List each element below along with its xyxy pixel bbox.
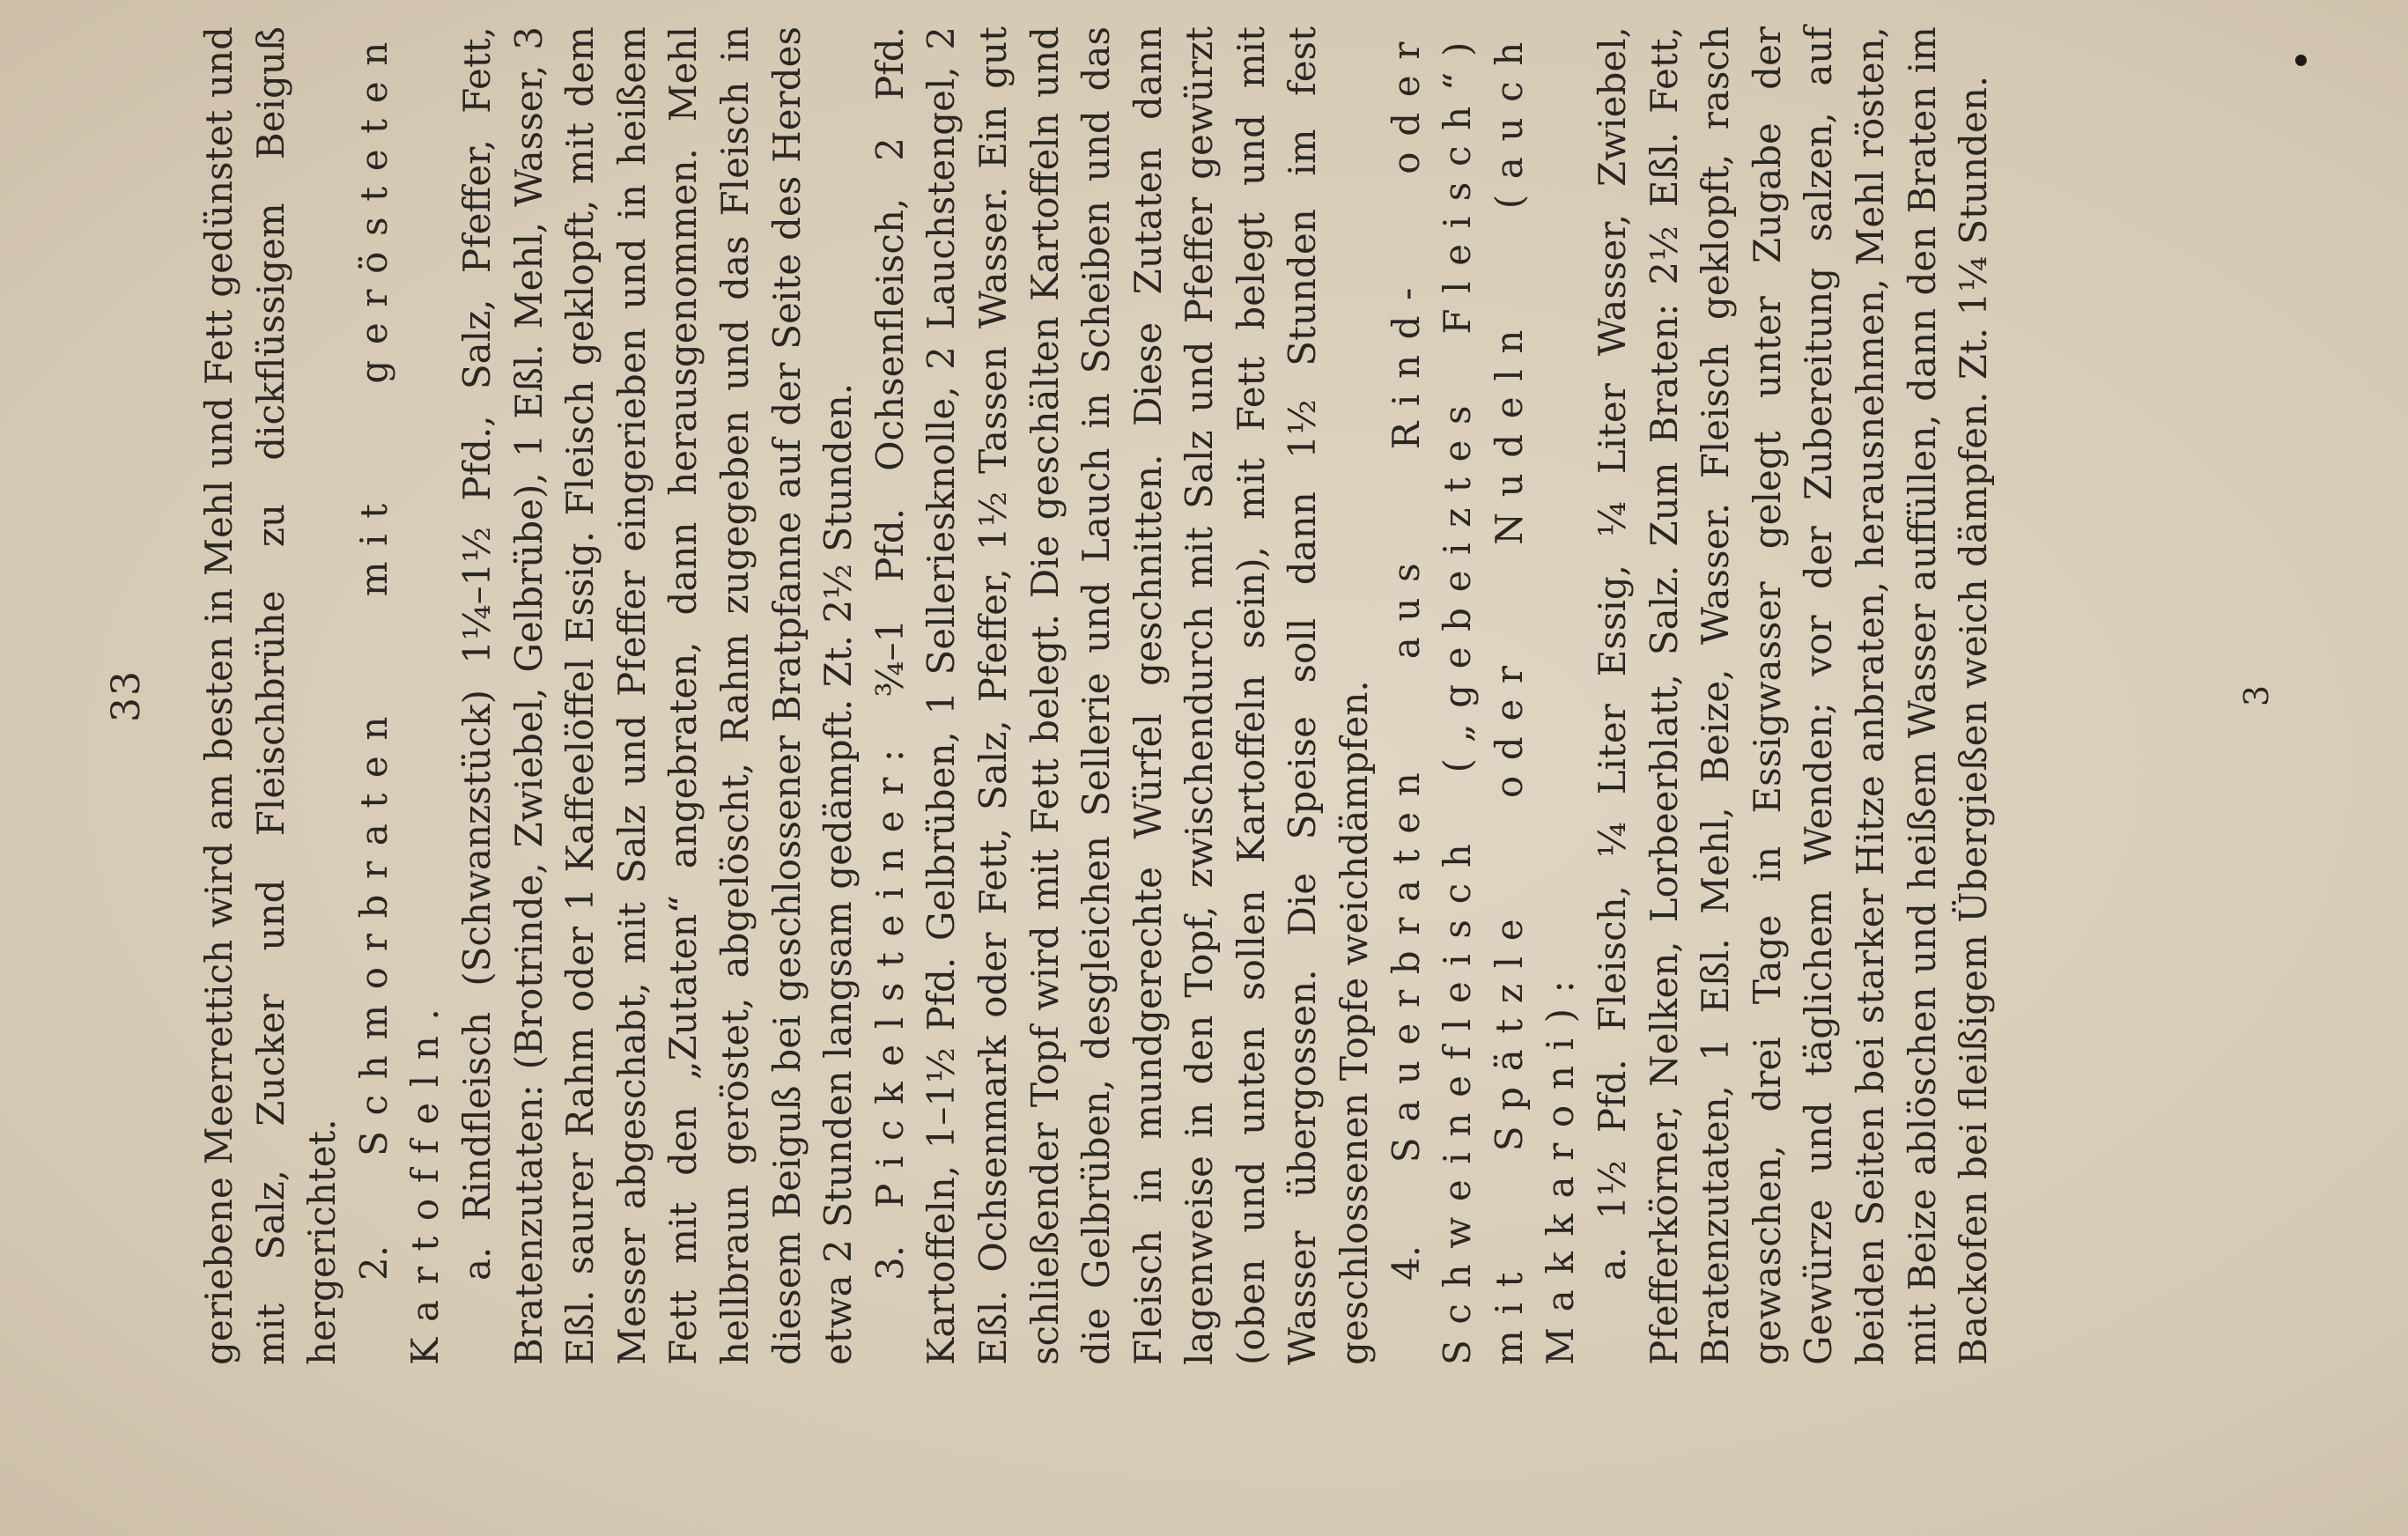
signature-mark: 3: [2237, 684, 2276, 707]
recipe-2-number: 2.: [351, 1244, 395, 1281]
recipe-4-a-text: 1½ Pfd. Fleisch, ¼ Liter Essig, ¼ Liter Wasser, Zwiebel, Pfefferkörner, Nelken, Lorbeerblatt, Salz. Zum Braten: 2½ Eßl. Fett, Bratenzutaten, 1 Eßl. Mehl, Beize, Wasser. Fleisch geklopft, rasch gewaschen, drei Tage in Essigwasser gelegt unter Zugabe der Gewürze und täglichem Wenden; vor der Zubereitung salzen, auf beiden Seiten bei starker Hitze anbraten, herausnehmen, Mehl rösten, mit Beize ablöschen und heißem Wasser auffüllen, dann den Braten im Backofen bei fleißigem Übergießen weich dämpfen. Zt. 1¼ Stunden.: [1591, 26, 1996, 1365]
recipe-2-heading: [349, 26, 452, 1365]
recipe-3-text: ¾–1 Pfd. Ochsenfleisch, 2 Pfd. Kartoffeln, 1–1½ Pfd. Gelbrüben, 1 Selleriesknolle, 2 Lauchstengel, 2 Eßl. Ochsenmark oder Fett, Salz, Pfeffer, 1½ Tassen Wasser. Ein gut schließender Topf wird mit Fett belegt. Die geschälten Kartoffeln und die Gelbrüben, desgleichen Sellerie und Lauch in Scheiben und das Fleisch in mundgerechte Würfel geschnitten. Diese Zutaten dann lagenweise in den Topf, zwischendurch mit Salz und Pfeffer gewürzt (oben und unten sollen Kartoffeln sein), mit Fett belegt und mit Wasser übergossen. Die Speise soll dann 1½ Stunden im fest geschlossenen Topfe weichdämpfen.: [868, 26, 1377, 1365]
page-number: 33: [104, 669, 149, 722]
recipe-3-number: 3.: [868, 1244, 912, 1281]
intro-text: geriebene Meerrettich wird am besten in Mehl und Fett gedünstet und mit Salz, Zucker und Fleischbrühe zu dickflüssigem Beiguß hergerichtet.: [197, 26, 344, 1365]
recipe-2-paragraph: [452, 26, 865, 1365]
recipe-3-title: Pickelsteiner:: [868, 734, 912, 1208]
intro-paragraph: [194, 26, 349, 1365]
recipe-4-paragraph: [1587, 26, 2000, 1365]
recipe-4-title: Sauerbraten aus Rind- oder Schweinefleisch („gebeiztes Fleisch“) mit Spätzle oder Nudeln (auch Makkaroni):: [1384, 26, 1583, 1365]
recipe-4-a-label: a.: [1591, 1246, 1635, 1281]
recipe-4-number: 4.: [1384, 1244, 1428, 1281]
recipe-2-a-label: a.: [454, 1246, 499, 1281]
recipe-3-paragraph: [865, 26, 1381, 1365]
rotated-text-block: [79, 0, 2299, 1400]
recipe-text: [194, 26, 2000, 1365]
recipe-2-a-text: Rindfleisch (Schwanzstück) 1¼–1½ Pfd., Salz, Pfeffer, Fett, Bratenzutaten: (Brotrinde, Zwiebel, Gelbrübe), 1 Eßl. Mehl, Wasser, 3 Eßl. saurer Rahm oder 1 Kaffeelöffel Essig. Fleisch geklopft, mit dem Messer abgeschabt, mit Salz und Pfeffer eingerieben und in heißem Fett mit den „Zutaten“ angebraten, dann herausgenommen. Mehl hellbraun geröstet, abgelöscht, Rahm zugegeben und das Fleisch in diesem Beiguß bei geschlossener Bratpfanne auf der Seite des Herdes etwa 2 Stunden langsam gedämpft. Zt. 2½ Stunden.: [454, 26, 861, 1365]
recipe-4-heading: [1381, 26, 1587, 1365]
recipe-2-title: Schmorbraten mit gerösteten Kartoffeln.: [351, 26, 447, 1365]
